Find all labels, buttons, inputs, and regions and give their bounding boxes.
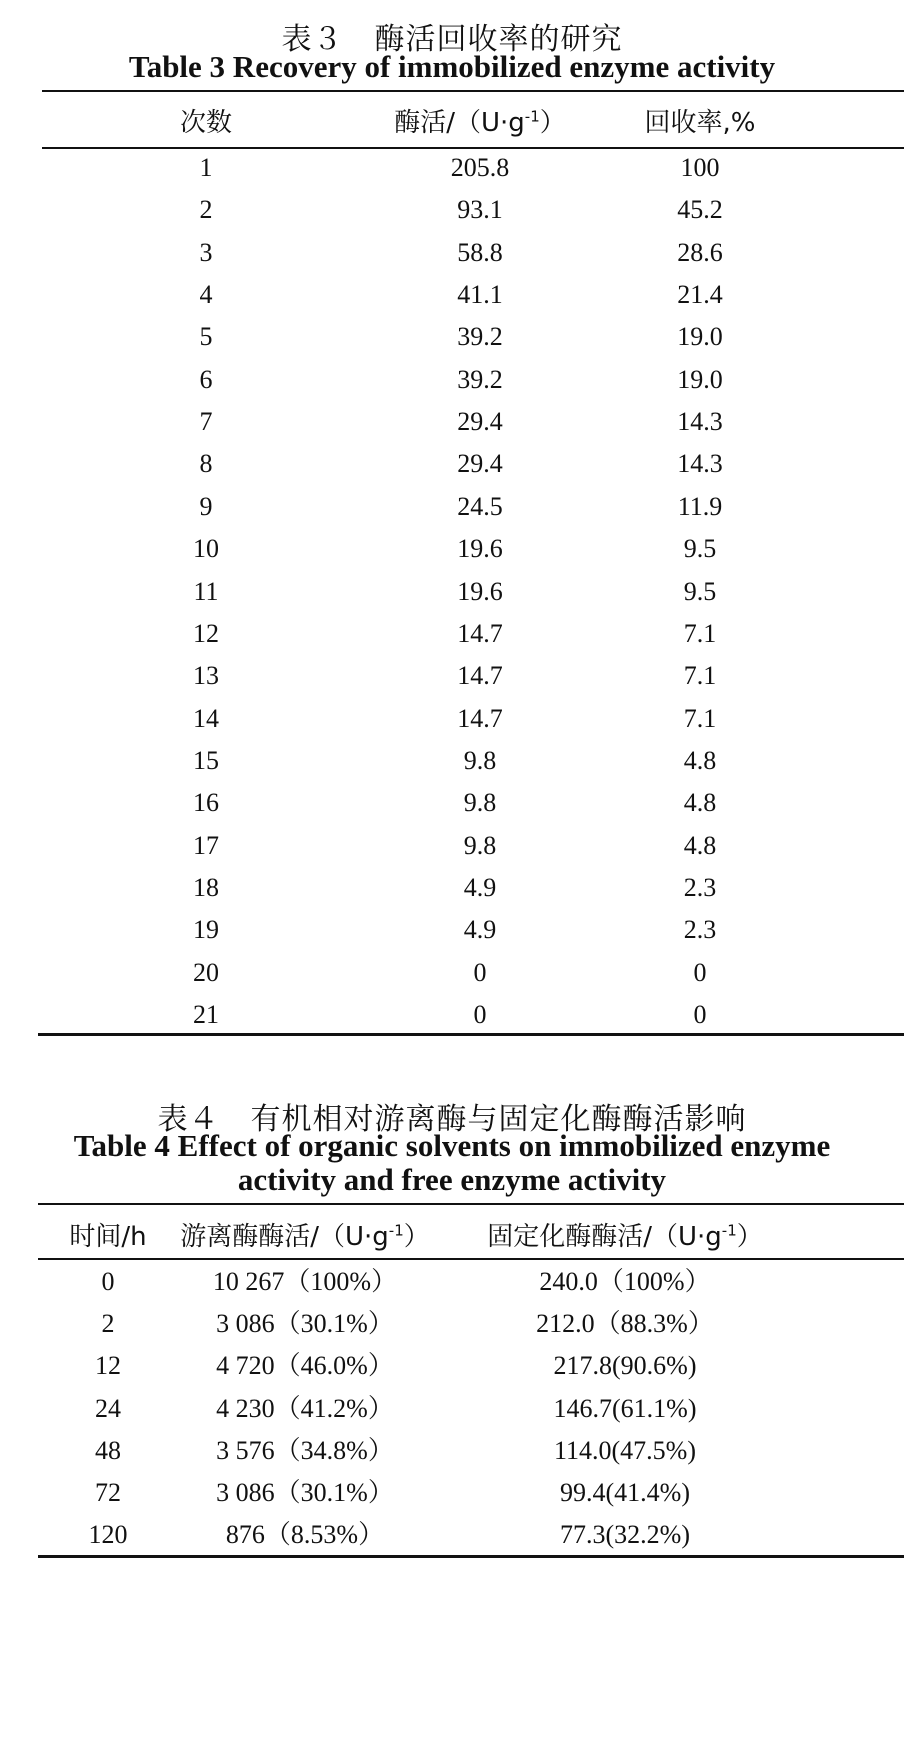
table3-bottom-rule [38,1033,904,1036]
table4-header-free-activity [170,1216,440,1253]
cell-immobilized-activity: 240.0（100%） [539,1267,711,1296]
cell-recovery: 11.9 [677,491,723,521]
header-superscript: -1 [721,1221,737,1240]
cell-activity: 58.8 [457,237,503,267]
cell-time: 48 [95,1435,121,1465]
header-superscript: -1 [388,1221,404,1240]
table-row [0,313,904,361]
cell-recovery: 14.3 [677,407,723,437]
cell-free-activity: 3 086（30.1%） [216,1309,394,1339]
table-row [0,1342,904,1390]
cell-activity: 29.4 [457,449,503,479]
cell-count: 8 [199,449,213,479]
cell-count: 9 [199,491,213,521]
cell-activity: 9.8 [463,830,497,860]
cell-count: 19 [193,915,219,945]
cell-recovery: 28.6 [677,237,723,267]
table3-header-count: 次数 [179,108,232,138]
cell-count: 6 [199,364,213,394]
cell-time: 2 [101,1309,115,1339]
table3-header-activity [360,102,600,139]
table3-header-recovery: 回收率,% [644,108,756,138]
cell-recovery: 4.8 [683,830,717,860]
cell-count: 14 [193,703,219,733]
table3-caption-cn: 表３ 酶活回收率的研究 [281,22,623,57]
cell-time: 12 [95,1351,121,1381]
cell-recovery: 100 [680,153,720,182]
table4-bottom-rule [38,1555,904,1558]
cell-activity: 0 [473,957,487,987]
header-superscript: -1 [524,107,540,126]
cell-activity: 39.2 [457,322,503,352]
table-row [0,864,904,912]
table-row [0,229,904,277]
cell-time: 0 [101,1267,115,1296]
table-row [0,1258,904,1306]
cell-activity: 9.8 [463,788,497,818]
cell-immobilized-activity: 77.3(32.2%) [560,1520,690,1550]
cell-count: 5 [199,322,213,352]
table-row [0,1511,904,1559]
cell-activity: 19.6 [457,534,503,564]
table-row [0,610,904,658]
cell-count: 13 [193,661,219,691]
table-row [0,652,904,700]
cell-recovery: 0 [693,957,707,987]
table-row [0,144,904,192]
cell-activity: 39.2 [457,364,503,394]
cell-time: 120 [88,1520,128,1550]
cell-recovery: 45.2 [677,195,723,225]
cell-count: 17 [193,830,219,860]
header-text: 固定化酶酶活/（U·g [487,1222,722,1252]
cell-activity: 4.9 [463,872,497,902]
cell-recovery: 2.3 [683,915,717,945]
cell-activity: 19.6 [457,576,503,606]
table-row [0,398,904,446]
table-row [0,356,904,404]
cell-immobilized-activity: 99.4(41.4%) [560,1478,690,1507]
cell-count: 20 [193,957,219,987]
cell-activity: 14.7 [457,661,503,691]
cell-recovery: 14.3 [677,449,723,479]
cell-count: 16 [193,788,219,818]
cell-free-activity: 10 267（100%） [212,1267,398,1296]
cell-activity: 24.5 [457,491,503,521]
cell-activity: 14.7 [457,618,503,648]
table4-caption-en-line2: activity and free enzyme activity [237,1162,667,1197]
cell-activity: 14.7 [457,703,503,733]
cell-recovery: 4.8 [683,745,717,775]
cell-count: 10 [193,534,219,564]
table-row [0,1427,904,1475]
header-text: ） [539,108,566,138]
cell-recovery: 0 [693,1000,707,1029]
cell-count: 4 [199,280,213,310]
table4-caption-cn: 表４ 有机相对游离酶与固定化酶酶活影响 [157,1102,747,1137]
cell-recovery: 7.1 [683,661,717,691]
cell-recovery: 7.1 [683,618,717,648]
cell-immobilized-activity: 212.0（88.3%） [536,1309,714,1339]
cell-recovery: 2.3 [683,872,717,902]
cell-recovery: 21.4 [677,280,723,310]
cell-free-activity: 876（8.53%） [225,1520,385,1550]
cell-recovery: 9.5 [683,534,717,564]
table-row [0,822,904,870]
header-text: 游离酶酶活/（U·g [180,1222,389,1252]
table4-header-immobilized-activity [480,1216,770,1253]
table-row [0,1300,904,1348]
cell-count: 21 [193,1000,219,1029]
table3-caption-en: Table 3 Recovery of immobilized enzyme activity [128,49,776,84]
cell-activity: 205.8 [450,153,510,182]
table4-header-time: 时间/h [69,1222,147,1252]
cell-count: 15 [193,745,219,775]
table-row [0,1469,904,1517]
cell-activity: 9.8 [463,745,497,775]
table-row [0,186,904,234]
cell-count: 3 [199,237,213,267]
header-text: 酶活/（U·g [394,108,525,138]
table3-top-rule [42,90,904,92]
cell-recovery: 9.5 [683,576,717,606]
cell-free-activity: 3 086（30.1%） [216,1478,394,1507]
cell-count: 2 [199,195,213,225]
cell-time: 24 [95,1393,121,1423]
cell-activity: 41.1 [457,280,503,310]
cell-free-activity: 3 576（34.8%） [216,1435,394,1465]
header-text: ） [736,1222,763,1252]
cell-free-activity: 4 720（46.0%） [216,1351,394,1381]
cell-count: 18 [193,872,219,902]
table4-caption-en-line1: Table 4 Effect of organic solvents on immobilized enzyme [73,1128,831,1163]
table-row [0,483,904,531]
table-row [0,695,904,743]
cell-recovery: 7.1 [683,703,717,733]
table-row [0,568,904,616]
cell-count: 7 [199,407,213,437]
table-row [0,737,904,785]
table-row [0,440,904,488]
cell-activity: 29.4 [457,407,503,437]
table-row [0,949,904,997]
cell-recovery: 4.8 [683,788,717,818]
cell-free-activity: 4 230（41.2%） [216,1393,394,1423]
cell-count: 11 [193,576,219,606]
table4-top-rule [38,1203,904,1205]
cell-immobilized-activity: 114.0(47.5%) [553,1435,696,1465]
cell-activity: 0 [473,1000,487,1029]
cell-recovery: 19.0 [677,322,723,352]
table-row [0,271,904,319]
cell-immobilized-activity: 146.7(61.1%) [553,1393,697,1423]
table-row [0,906,904,954]
cell-count: 12 [193,618,219,648]
cell-activity: 4.9 [463,915,497,945]
cell-recovery: 19.0 [677,364,723,394]
cell-time: 72 [95,1478,121,1507]
table-row [0,525,904,573]
table-row [0,779,904,827]
table-row [0,991,904,1039]
cell-activity: 93.1 [457,195,503,225]
header-text: ） [403,1222,430,1252]
cell-count: 1 [199,153,213,182]
cell-immobilized-activity: 217.8(90.6%) [553,1351,697,1381]
table-row [0,1385,904,1433]
